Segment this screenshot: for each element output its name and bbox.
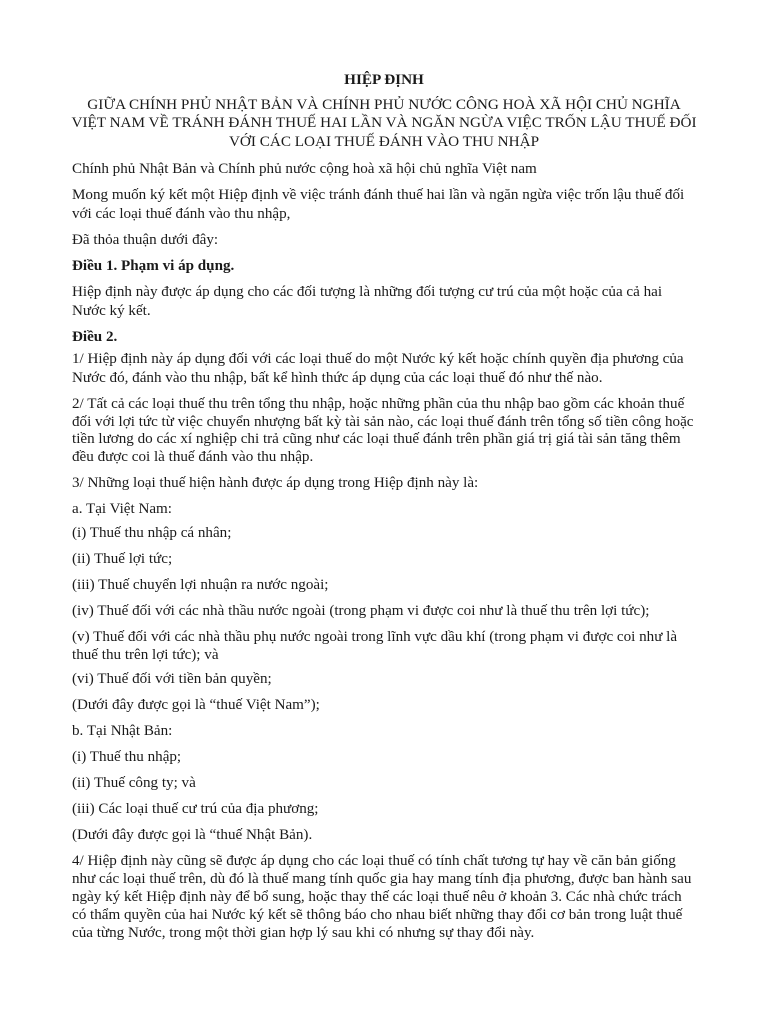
preamble-line: Mong muốn ký kết một Hiệp định về việc tránh đánh thuế hai lần và ngăn ngừa việc trốn lậu thuế đối xyxy=(72,187,685,203)
article-heading: Điều 1. Phạm vi áp dụng. xyxy=(72,258,235,274)
list-item: (i) Thuế thu nhập; xyxy=(72,749,182,765)
paragraph-line: có thẩm quyền của hai Nước ký kết sẽ thông báo cho nhau biết những thay đổi cơ bản trong luật thuế xyxy=(72,907,683,923)
paragraph-line: như các loại thuế trên, dù đó là thuế mang tính quốc gia hay mang tính địa phương, được ban hành sau xyxy=(72,871,692,887)
list-item: (iii) Thuế chuyển lợi nhuận ra nước ngoài; xyxy=(72,577,329,593)
subtitle-line: VỚI CÁC LOẠI THUẾ ĐÁNH VÀO THU NHẬP xyxy=(228,132,540,150)
preamble-line: Chính phủ Nhật Bản và Chính phủ nước cộng hoà xã hội chủ nghĩa Việt nam xyxy=(72,161,537,177)
paragraph-line: đối với lợi tức từ việc chuyển nhượng bất kỳ tài sản nào, các loại thuế đánh trên tổng số tiền công hoặc xyxy=(72,414,694,430)
paragraph-line: 2/ Tất cả các loại thuế thu trên tổng thu nhập, hoặc những phần của thu nhập bao gồm các khoản thuế xyxy=(72,396,685,412)
document-title: HIỆP ĐỊNH xyxy=(344,71,424,88)
paragraph-line: tiền lương do các xí nghiệp chi trả cũng như các loại thuế đánh trên phần giá trị giá tài sản tăng thêm xyxy=(72,431,681,447)
list-item: (Dưới đây được gọi là “thuế Việt Nam”); xyxy=(72,697,320,713)
paragraph-line: đều được coi là thuế đánh vào thu nhập. xyxy=(72,449,314,465)
list-item: a. Tại Việt Nam: xyxy=(72,501,172,517)
paragraph-line: 3/ Những loại thuế hiện hành được áp dụng trong Hiệp định này là: xyxy=(72,475,479,491)
paragraph-line: 4/ Hiệp định này cũng sẽ được áp dụng cho các loại thuế có tính chất tương tự hay về căn bản giống xyxy=(72,853,676,869)
list-item: (vi) Thuế đối với tiền bản quyền; xyxy=(72,671,272,687)
list-item: (Dưới đây được gọi là “thuế Nhật Bản). xyxy=(72,827,313,843)
article-heading: Điều 2. xyxy=(72,329,118,345)
paragraph-line: Hiệp định này được áp dụng cho các đối tượng là những đối tượng cư trú của một hoặc của cả hai xyxy=(72,284,663,300)
title-block xyxy=(60,71,708,151)
paragraph-line: ngày ký kết Hiệp định này để bổ sung, hoặc thay thế các loại thuế nêu ở khoản 3. Các nhà chức trách xyxy=(72,889,682,905)
list-item: b. Tại Nhật Bản: xyxy=(72,723,173,739)
paragraph-line: Nước đó, đánh vào thu nhập, bất kể hình thức áp dụng của các loại thuế đó như thế nào. xyxy=(72,370,603,386)
paragraph-line: Nước ký kết. xyxy=(72,303,151,319)
paragraph-line: 1/ Hiệp định này áp dụng đối với các loại thuế do một Nước ký kết hoặc chính quyền địa phương của xyxy=(72,351,684,367)
list-item: (ii) Thuế công ty; và xyxy=(72,775,196,791)
list-item: (v) Thuế đối với các nhà thầu phụ nước ngoài trong lĩnh vực dầu khí (trong phạm vi được coi như là xyxy=(72,629,678,645)
list-item: (iii) Các loại thuế cư trú của địa phương; xyxy=(72,801,319,817)
preamble-line: Đã thỏa thuận dưới đây: xyxy=(72,232,219,248)
preamble-line: với các loại thuế đánh vào thu nhập, xyxy=(72,206,291,222)
list-item: (iv) Thuế đối với các nhà thầu nước ngoài (trong phạm vi được coi như là thuế thu trên lợi tức); xyxy=(72,603,650,619)
paragraph-line: của từng Nước, trong một thời gian hợp lý sau khi có nhưng sự thay đổi này. xyxy=(72,925,535,941)
subtitle-line: VIỆT NAM VỀ TRÁNH ĐÁNH THUẾ HAI LẦN VÀ NGĂN NGỪA VIỆC TRỐN LẬU THUẾ ĐỐI xyxy=(71,114,697,132)
subtitle-line: GIỮA CHÍNH PHỦ NHẬT BẢN VÀ CHÍNH PHỦ NƯỚC CÔNG HOÀ XÃ HỘI CHỦ NGHĨA xyxy=(87,95,681,113)
list-item: (i) Thuế thu nhập cá nhân; xyxy=(72,525,232,541)
list-item: thuế thu trên lợi tức); và xyxy=(72,647,219,663)
list-item: (ii) Thuế lợi tức; xyxy=(72,551,173,567)
